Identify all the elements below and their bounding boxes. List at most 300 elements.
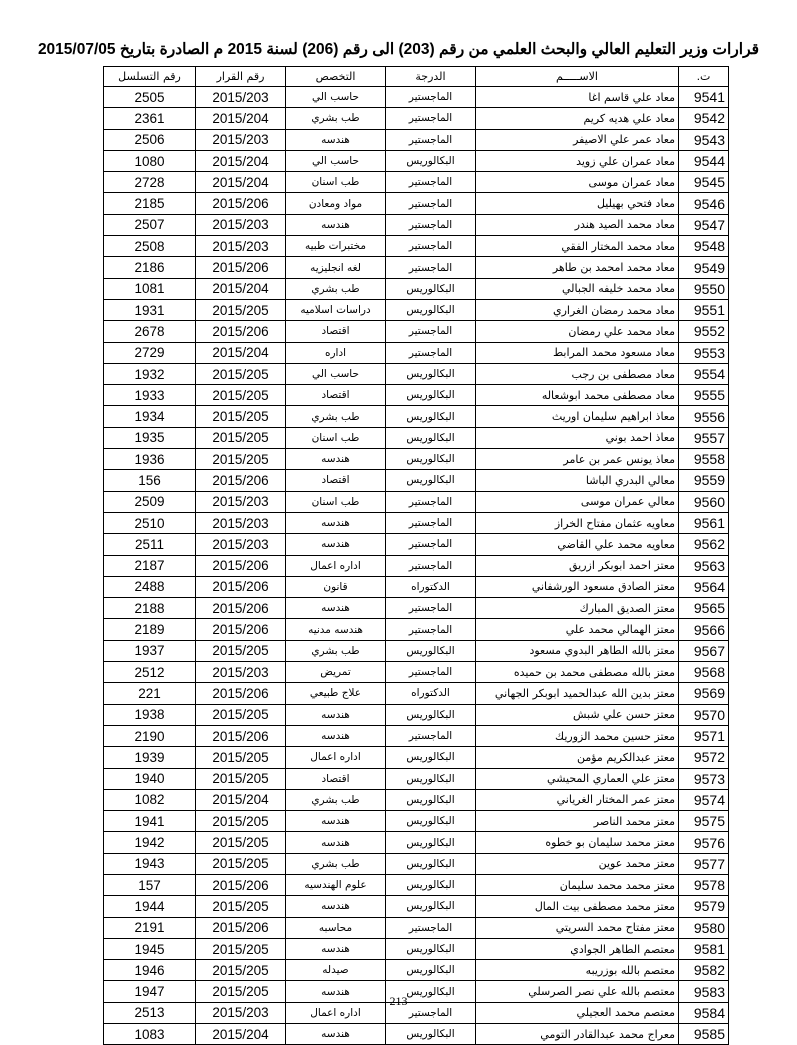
cell-specialty: اقتصاد [286, 768, 386, 789]
cell-decision: 2015/205 [196, 960, 286, 981]
cell-name: معالي عمران موسى [476, 491, 679, 512]
cell-decision: 2015/205 [196, 811, 286, 832]
cell-name: معتصم بالله بوزريبه [476, 960, 679, 981]
cell-name: معتصم محمد العجيلي [476, 1002, 679, 1023]
cell-seq: 9541 [679, 87, 729, 108]
cell-specialty: هندسه مدنيه [286, 619, 386, 640]
cell-serial: 1933 [104, 385, 196, 406]
cell-degree: الماجستير [386, 87, 476, 108]
cell-specialty: لغه انجليزيه [286, 257, 386, 278]
cell-degree: البكالوريس [386, 363, 476, 384]
cell-serial: 1081 [104, 278, 196, 299]
table-row [104, 512, 729, 533]
cell-name: معاد محمد رمضان الغراري [476, 299, 679, 320]
cell-decision: 2015/206 [196, 257, 286, 278]
cell-degree: البكالوريس [386, 150, 476, 171]
cell-decision: 2015/203 [196, 512, 286, 533]
cell-serial: 157 [104, 874, 196, 895]
cell-seq: 9566 [679, 619, 729, 640]
cell-decision: 2015/203 [196, 236, 286, 257]
cell-specialty: هندسه [286, 725, 386, 746]
cell-degree: البكالوريس [386, 896, 476, 917]
table-row [104, 853, 729, 874]
cell-decision: 2015/206 [196, 193, 286, 214]
header-serial: رقم التسلسل [104, 67, 196, 87]
cell-decision: 2015/206 [196, 555, 286, 576]
cell-name: معتز حسن علي شبش [476, 704, 679, 725]
table-row [104, 704, 729, 725]
cell-decision: 2015/205 [196, 406, 286, 427]
cell-serial: 1944 [104, 896, 196, 917]
cell-seq: 9563 [679, 555, 729, 576]
cell-name: معتز الهمالي محمد علي [476, 619, 679, 640]
cell-serial: 1943 [104, 853, 196, 874]
cell-seq: 9577 [679, 853, 729, 874]
cell-decision: 2015/204 [196, 1024, 286, 1045]
cell-serial: 2191 [104, 917, 196, 938]
table-row [104, 449, 729, 470]
cell-serial: 2190 [104, 725, 196, 746]
table-row [104, 917, 729, 938]
cell-specialty: مختبرات طبيه [286, 236, 386, 257]
cell-decision: 2015/204 [196, 278, 286, 299]
table-row [104, 278, 729, 299]
table-row [104, 257, 729, 278]
cell-specialty: اقتصاد [286, 385, 386, 406]
cell-decision: 2015/206 [196, 683, 286, 704]
cell-serial: 2509 [104, 491, 196, 512]
cell-specialty: هندسه [286, 938, 386, 959]
cell-decision: 2015/205 [196, 747, 286, 768]
cell-serial: 2511 [104, 534, 196, 555]
table-row [104, 427, 729, 448]
cell-specialty: علوم الهندسيه [286, 874, 386, 895]
header-degree: الدرجة [386, 67, 476, 87]
cell-name: معاد محمد علي رمضان [476, 321, 679, 342]
cell-name: معتز محمد مصطفى بيت المال [476, 896, 679, 917]
cell-degree: الماجستير [386, 725, 476, 746]
cell-name: معتز الصادق مسعود الورشفاني [476, 576, 679, 597]
cell-name: معاد عمران علي زويد [476, 150, 679, 171]
cell-name: معتز محمد سليمان بو خطوه [476, 832, 679, 853]
cell-specialty: طب بشري [286, 108, 386, 129]
table-row [104, 236, 729, 257]
table-row [104, 150, 729, 171]
cell-seq: 9552 [679, 321, 729, 342]
table-row [104, 1024, 729, 1045]
cell-degree: الماجستير [386, 321, 476, 342]
cell-seq: 9562 [679, 534, 729, 555]
cell-specialty: طب بشري [286, 640, 386, 661]
cell-seq: 9585 [679, 1024, 729, 1045]
table-row [104, 789, 729, 810]
cell-specialty: طب بشري [286, 278, 386, 299]
table-row [104, 576, 729, 597]
cell-name: معاد عمران موسى [476, 172, 679, 193]
cell-name: معتز محمد عوين [476, 853, 679, 874]
cell-serial: 2505 [104, 87, 196, 108]
table-row [104, 321, 729, 342]
cell-serial: 2187 [104, 555, 196, 576]
cell-name: معاويه عثمان مفتاح الخراز [476, 512, 679, 533]
cell-name: معاويه محمد علي القاضي [476, 534, 679, 555]
cell-name: معتز الصديق المبارك [476, 598, 679, 619]
cell-decision: 2015/206 [196, 598, 286, 619]
cell-serial: 1946 [104, 960, 196, 981]
table-row [104, 555, 729, 576]
cell-specialty: هندسه [286, 981, 386, 1002]
cell-specialty: اقتصاد [286, 470, 386, 491]
cell-decision: 2015/203 [196, 534, 286, 555]
table-row [104, 406, 729, 427]
cell-degree: الماجستير [386, 1002, 476, 1023]
cell-name: معاد علي هديه كريم [476, 108, 679, 129]
cell-degree: البكالوريس [386, 981, 476, 1002]
cell-degree: الدكتوراه [386, 683, 476, 704]
cell-name: معاد عمر علي الاصيفر [476, 129, 679, 150]
cell-name: معاد محمد الصيد هندر [476, 214, 679, 235]
cell-specialty: اداره اعمال [286, 555, 386, 576]
cell-decision: 2015/205 [196, 449, 286, 470]
cell-seq: 9569 [679, 683, 729, 704]
cell-seq: 9582 [679, 960, 729, 981]
cell-decision: 2015/205 [196, 938, 286, 959]
cell-name: معاد مصطفى محمد ابوشعاله [476, 385, 679, 406]
cell-name: معاد فتحي بهيليل [476, 193, 679, 214]
cell-degree: البكالوريس [386, 789, 476, 810]
cell-degree: البكالوريس [386, 768, 476, 789]
cell-name: معاذ يونس عمر بن عامر [476, 449, 679, 470]
cell-seq: 9564 [679, 576, 729, 597]
cell-specialty: هندسه [286, 214, 386, 235]
cell-seq: 9581 [679, 938, 729, 959]
cell-seq: 9554 [679, 363, 729, 384]
cell-serial: 2186 [104, 257, 196, 278]
cell-specialty: اقتصاد [286, 321, 386, 342]
cell-seq: 9584 [679, 1002, 729, 1023]
cell-name: معتز بالله مصطفى محمد بن حميده [476, 662, 679, 683]
cell-seq: 9573 [679, 768, 729, 789]
cell-seq: 9583 [679, 981, 729, 1002]
cell-seq: 9567 [679, 640, 729, 661]
cell-name: معاد محمد خليفه الجبالي [476, 278, 679, 299]
header-decision: رقم القرار [196, 67, 286, 87]
cell-degree: البكالوريس [386, 640, 476, 661]
cell-specialty: قانون [286, 576, 386, 597]
cell-serial: 1934 [104, 406, 196, 427]
cell-specialty: صيدله [286, 960, 386, 981]
cell-decision: 2015/205 [196, 768, 286, 789]
cell-seq: 9548 [679, 236, 729, 257]
cell-decision: 2015/204 [196, 150, 286, 171]
cell-degree: الماجستير [386, 214, 476, 235]
cell-specialty: طب اسنان [286, 491, 386, 512]
table-row [104, 640, 729, 661]
cell-decision: 2015/204 [196, 172, 286, 193]
cell-specialty: هندسه [286, 512, 386, 533]
table-row [104, 747, 729, 768]
cell-specialty: اداره اعمال [286, 1002, 386, 1023]
cell-serial: 2510 [104, 512, 196, 533]
cell-specialty: هندسه [286, 811, 386, 832]
cell-serial: 2488 [104, 576, 196, 597]
cell-degree: البكالوريس [386, 938, 476, 959]
table-row [104, 108, 729, 129]
cell-degree: الماجستير [386, 534, 476, 555]
cell-seq: 9561 [679, 512, 729, 533]
cell-serial: 1937 [104, 640, 196, 661]
cell-name: معراج محمد عبدالقادر التومي [476, 1024, 679, 1045]
cell-serial: 1935 [104, 427, 196, 448]
cell-seq: 9580 [679, 917, 729, 938]
cell-seq: 9550 [679, 278, 729, 299]
cell-specialty: محاسبه [286, 917, 386, 938]
cell-degree: البكالوريس [386, 278, 476, 299]
cell-decision: 2015/203 [196, 1002, 286, 1023]
cell-seq: 9557 [679, 427, 729, 448]
cell-specialty: علاج طبيعي [286, 683, 386, 704]
cell-degree: الماجستير [386, 257, 476, 278]
table-row [104, 725, 729, 746]
table-row [104, 938, 729, 959]
table-row [104, 470, 729, 491]
cell-specialty: هندسه [286, 598, 386, 619]
cell-degree: الدكتوراه [386, 576, 476, 597]
table-row [104, 874, 729, 895]
cell-serial: 2188 [104, 598, 196, 619]
cell-degree: البكالوريس [386, 406, 476, 427]
cell-serial: 2185 [104, 193, 196, 214]
cell-degree: الماجستير [386, 512, 476, 533]
cell-name: معاذ ابراهيم سليمان اوريث [476, 406, 679, 427]
table-row [104, 683, 729, 704]
cell-serial: 2512 [104, 662, 196, 683]
cell-serial: 1942 [104, 832, 196, 853]
cell-degree: البكالوريس [386, 704, 476, 725]
cell-specialty: حاسب الي [286, 87, 386, 108]
table-row [104, 87, 729, 108]
cell-degree: البكالوريس [386, 747, 476, 768]
table-row [104, 960, 729, 981]
cell-decision: 2015/206 [196, 321, 286, 342]
cell-decision: 2015/206 [196, 725, 286, 746]
cell-degree: الماجستير [386, 555, 476, 576]
cell-degree: الماجستير [386, 236, 476, 257]
cell-specialty: هندسه [286, 449, 386, 470]
cell-serial: 2678 [104, 321, 196, 342]
cell-decision: 2015/205 [196, 832, 286, 853]
cell-name: معاد مسعود محمد المرابط [476, 342, 679, 363]
table-row [104, 299, 729, 320]
cell-serial: 2729 [104, 342, 196, 363]
page-number: 213 [389, 994, 408, 1008]
table-header-row [104, 67, 729, 87]
cell-seq: 9572 [679, 747, 729, 768]
cell-name: معتز علي العماري المحيشي [476, 768, 679, 789]
cell-decision: 2015/203 [196, 491, 286, 512]
cell-name: معاد محمد المختار الفقي [476, 236, 679, 257]
table-row [104, 832, 729, 853]
cell-name: معاد محمد امحمد بن طاهر [476, 257, 679, 278]
cell-serial: 2728 [104, 172, 196, 193]
table-row [104, 385, 729, 406]
cell-seq: 9545 [679, 172, 729, 193]
cell-specialty: طب اسنان [286, 172, 386, 193]
cell-degree: البكالوريس [386, 427, 476, 448]
cell-decision: 2015/205 [196, 704, 286, 725]
cell-seq: 9559 [679, 470, 729, 491]
cell-seq: 9556 [679, 406, 729, 427]
cell-serial: 2189 [104, 619, 196, 640]
table-body [104, 87, 729, 1045]
cell-name: معالي البدري الباشا [476, 470, 679, 491]
cell-decision: 2015/206 [196, 619, 286, 640]
cell-name: معتز محمد الناصر [476, 811, 679, 832]
cell-seq: 9574 [679, 789, 729, 810]
cell-specialty: طب اسنان [286, 427, 386, 448]
header-seq: ت. [679, 67, 729, 87]
cell-seq: 9547 [679, 214, 729, 235]
cell-seq: 9542 [679, 108, 729, 129]
cell-seq: 9571 [679, 725, 729, 746]
cell-seq: 9543 [679, 129, 729, 150]
cell-degree: البكالوريس [386, 853, 476, 874]
table-row [104, 342, 729, 363]
cell-serial: 1941 [104, 811, 196, 832]
cell-specialty: هندسه [286, 704, 386, 725]
cell-degree: الماجستير [386, 193, 476, 214]
cell-serial: 1939 [104, 747, 196, 768]
cell-degree: البكالوريس [386, 299, 476, 320]
cell-seq: 9549 [679, 257, 729, 278]
cell-serial: 1945 [104, 938, 196, 959]
table-row [104, 619, 729, 640]
cell-seq: 9578 [679, 874, 729, 895]
cell-serial: 2507 [104, 214, 196, 235]
cell-serial: 2506 [104, 129, 196, 150]
table-row [104, 598, 729, 619]
results-table [103, 66, 729, 1045]
table-row [104, 193, 729, 214]
cell-decision: 2015/206 [196, 576, 286, 597]
cell-seq: 9565 [679, 598, 729, 619]
document-title: قرارات وزير التعليم العالي والبحث العلمي من رقم (203) الى رقم (206) لسنة 2015 م الصادرة بتاريخ 2015/07/05 [37, 41, 760, 58]
cell-degree: البكالوريس [386, 874, 476, 895]
cell-specialty: تمريض [286, 662, 386, 683]
cell-decision: 2015/203 [196, 214, 286, 235]
cell-seq: 9558 [679, 449, 729, 470]
cell-decision: 2015/204 [196, 108, 286, 129]
cell-seq: 9570 [679, 704, 729, 725]
cell-degree: البكالوريس [386, 470, 476, 491]
cell-degree: الماجستير [386, 172, 476, 193]
cell-name: معتز محمد محمد سليمان [476, 874, 679, 895]
cell-serial: 1083 [104, 1024, 196, 1045]
cell-name: معاد علي قاسم اغا [476, 87, 679, 108]
cell-degree: الماجستير [386, 129, 476, 150]
cell-serial: 1938 [104, 704, 196, 725]
cell-specialty: دراسات اسلاميه [286, 299, 386, 320]
cell-serial: 1080 [104, 150, 196, 171]
cell-degree: الماجستير [386, 917, 476, 938]
cell-specialty: هندسه [286, 1024, 386, 1045]
cell-name: معتز حسين محمد الزوريك [476, 725, 679, 746]
cell-specialty: اداره [286, 342, 386, 363]
cell-decision: 2015/204 [196, 342, 286, 363]
cell-degree: البكالوريس [386, 832, 476, 853]
cell-degree: البكالوريس [386, 811, 476, 832]
table-row [104, 768, 729, 789]
cell-decision: 2015/205 [196, 427, 286, 448]
cell-serial: 1931 [104, 299, 196, 320]
cell-decision: 2015/206 [196, 874, 286, 895]
table-row [104, 491, 729, 512]
cell-serial: 156 [104, 470, 196, 491]
cell-seq: 9560 [679, 491, 729, 512]
cell-specialty: هندسه [286, 832, 386, 853]
cell-degree: الماجستير [386, 342, 476, 363]
cell-seq: 9576 [679, 832, 729, 853]
cell-specialty: هندسه [286, 129, 386, 150]
cell-degree: الماجستير [386, 108, 476, 129]
cell-specialty: حاسب الي [286, 363, 386, 384]
cell-serial: 221 [104, 683, 196, 704]
cell-seq: 9551 [679, 299, 729, 320]
cell-specialty: هندسه [286, 896, 386, 917]
cell-degree: الماجستير [386, 619, 476, 640]
table-row [104, 896, 729, 917]
cell-degree: الماجستير [386, 491, 476, 512]
cell-specialty: حاسب الي [286, 150, 386, 171]
cell-specialty: طب بشري [286, 789, 386, 810]
cell-seq: 9568 [679, 662, 729, 683]
cell-decision: 2015/205 [196, 853, 286, 874]
table-row [104, 811, 729, 832]
cell-name: معتز احمد ابوبكر ازريق [476, 555, 679, 576]
cell-serial: 2508 [104, 236, 196, 257]
cell-degree: البكالوريس [386, 960, 476, 981]
cell-degree: البكالوريس [386, 385, 476, 406]
cell-specialty: مواد ومعادن [286, 193, 386, 214]
cell-decision: 2015/205 [196, 896, 286, 917]
table-row [104, 129, 729, 150]
cell-name: معتصم الطاهر الجوادي [476, 938, 679, 959]
header-name: الاســـــم [476, 67, 679, 87]
cell-serial: 1936 [104, 449, 196, 470]
cell-name: معاذ احمد بوني [476, 427, 679, 448]
cell-serial: 1947 [104, 981, 196, 1002]
cell-seq: 9546 [679, 193, 729, 214]
table-row [104, 662, 729, 683]
cell-seq: 9555 [679, 385, 729, 406]
cell-degree: البكالوريس [386, 1024, 476, 1045]
cell-specialty: اداره اعمال [286, 747, 386, 768]
cell-serial: 1082 [104, 789, 196, 810]
cell-seq: 9553 [679, 342, 729, 363]
table-row [104, 534, 729, 555]
cell-seq: 9544 [679, 150, 729, 171]
cell-name: معتز بالله الطاهر البدوي مسعود [476, 640, 679, 661]
cell-decision: 2015/206 [196, 917, 286, 938]
cell-specialty: هندسه [286, 534, 386, 555]
cell-seq: 9579 [679, 896, 729, 917]
cell-name: معتز عمر المختار الغرياني [476, 789, 679, 810]
cell-decision: 2015/204 [196, 789, 286, 810]
header-specialty: التخصص [286, 67, 386, 87]
cell-decision: 2015/205 [196, 640, 286, 661]
cell-decision: 2015/205 [196, 385, 286, 406]
cell-specialty: طب بشري [286, 853, 386, 874]
